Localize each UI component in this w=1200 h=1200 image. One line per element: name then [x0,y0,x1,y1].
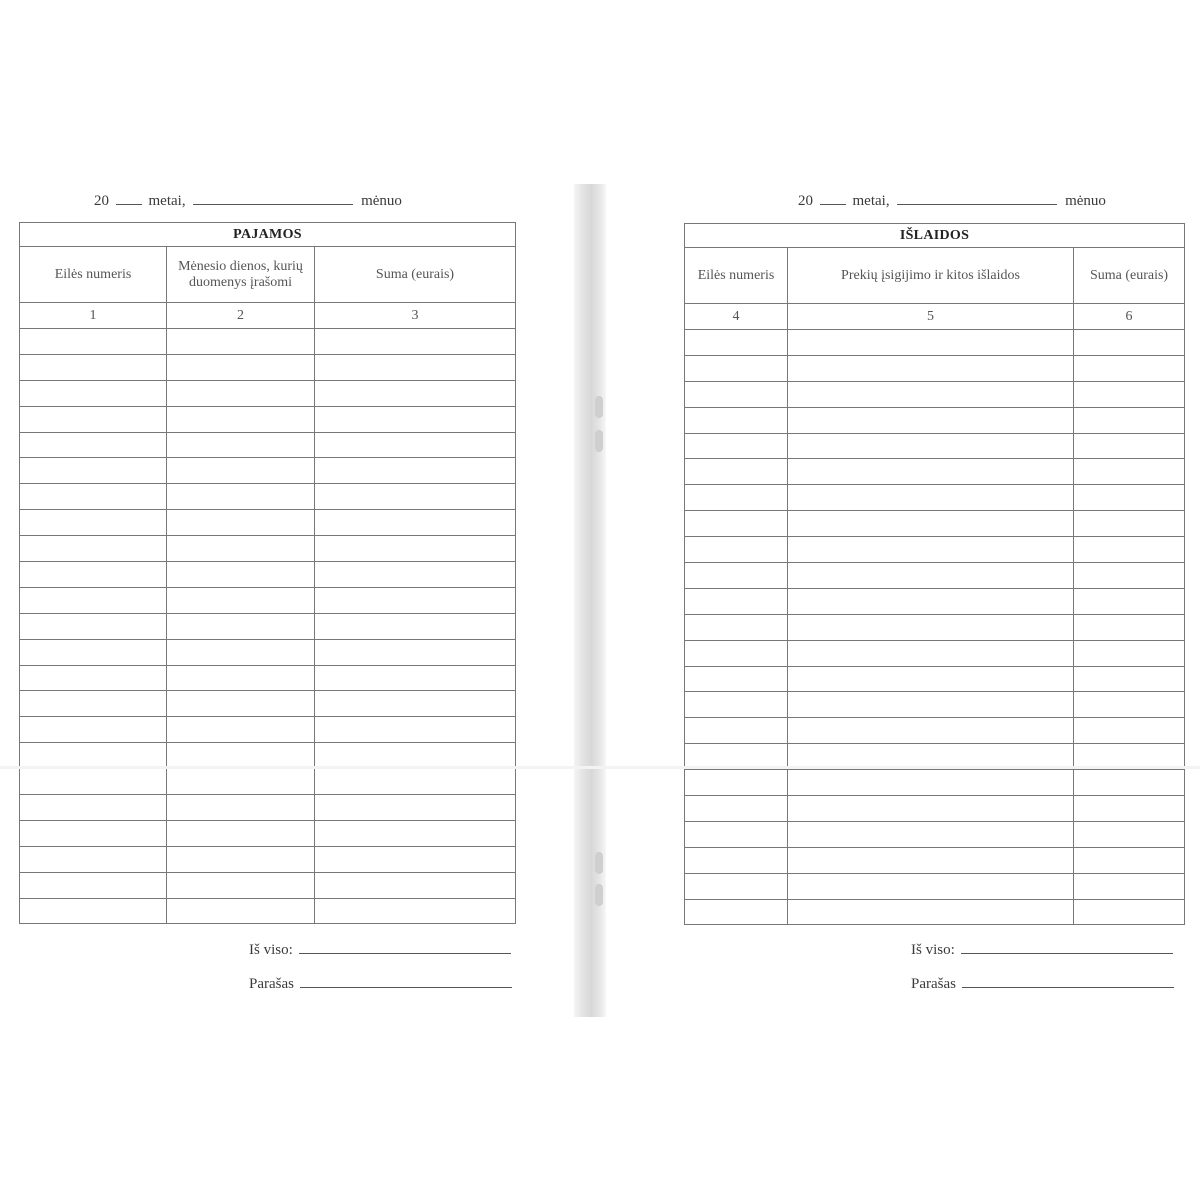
table-row [20,587,516,613]
right-signature-label: Parašas [911,976,956,992]
table-row [685,485,1185,511]
table-row [685,847,1185,873]
table-cell[interactable] [20,665,167,691]
table-cell[interactable] [685,821,788,847]
table-cell[interactable] [20,872,167,898]
table-cell[interactable] [1074,459,1185,485]
column-header-row-number: Eilės numeris [20,247,167,303]
table-cell[interactable] [788,588,1074,614]
table-cell[interactable] [685,666,788,692]
left-year-prefix: 20 [94,193,109,209]
table-cell[interactable] [788,770,1074,796]
table-row [685,537,1185,563]
table-row [20,613,516,639]
right-signature-blank[interactable] [962,974,1174,988]
left-month-blank[interactable] [193,191,353,205]
table-cell[interactable] [788,614,1074,640]
table-cell[interactable] [315,536,516,562]
table-row [685,640,1185,666]
table-cell[interactable] [788,511,1074,537]
table-cell[interactable] [788,459,1074,485]
column-number: 4 [685,304,788,330]
table-cell[interactable] [1074,433,1185,459]
expenses-table [684,223,1185,925]
column-number: 3 [315,303,516,329]
table-cell[interactable] [1074,796,1185,822]
table-cell[interactable] [788,407,1074,433]
table-cell[interactable] [20,769,167,795]
table-cell[interactable] [788,873,1074,899]
table-row [20,795,516,821]
table-cell[interactable] [167,536,315,562]
table-cell[interactable] [167,329,315,355]
table-cell[interactable] [315,354,516,380]
column-number: 5 [788,304,1074,330]
left-total-label: Iš viso: [249,942,293,958]
table-cell[interactable] [1074,537,1185,563]
table-cell[interactable] [167,717,315,743]
table-row [685,407,1185,433]
table-cell[interactable] [20,329,167,355]
table-cell[interactable] [685,640,788,666]
right-year-suffix: metai, [852,193,890,209]
table-cell[interactable] [685,692,788,718]
table-cell[interactable] [315,898,516,924]
table-row [685,459,1185,485]
table-cell[interactable] [167,639,315,665]
table-cell[interactable] [315,846,516,872]
table-cell[interactable] [315,562,516,588]
table-cell[interactable] [315,665,516,691]
table-cell[interactable] [315,639,516,665]
table-row [685,692,1185,718]
table-row [685,381,1185,407]
right-page [606,0,1200,1200]
table-cell[interactable] [788,381,1074,407]
income-table-title-row [20,223,516,247]
table-cell[interactable] [167,898,315,924]
column-header-month-days: Mėnesio dienos, kurių duomenys įrašomi [167,247,315,303]
table-cell[interactable] [315,587,516,613]
expenses-table-title: IŠLAIDOS [685,224,1185,248]
table-row [685,718,1185,744]
income-header-row [20,247,516,303]
table-cell[interactable] [167,432,315,458]
table-row [685,433,1185,459]
table-row [685,511,1185,537]
table-cell[interactable] [788,796,1074,822]
table-row [20,510,516,536]
table-cell[interactable] [20,691,167,717]
table-row [685,588,1185,614]
table-cell[interactable] [1074,873,1185,899]
table-cell[interactable] [20,795,167,821]
book-gutter [574,184,606,1017]
table-row [20,484,516,510]
table-cell[interactable] [315,872,516,898]
right-total-label: Iš viso: [911,942,955,958]
column-number: 6 [1074,304,1185,330]
table-cell[interactable] [167,354,315,380]
table-cell[interactable] [685,563,788,589]
table-cell[interactable] [20,562,167,588]
table-cell[interactable] [20,820,167,846]
expenses-header-row [685,248,1185,304]
table-cell[interactable] [788,433,1074,459]
table-cell[interactable] [685,485,788,511]
table-row [685,330,1185,356]
table-cell[interactable] [685,511,788,537]
table-cell[interactable] [20,380,167,406]
table-row [20,329,516,355]
table-cell[interactable] [685,355,788,381]
table-cell[interactable] [167,484,315,510]
table-cell[interactable] [315,458,516,484]
table-row [685,873,1185,899]
table-cell[interactable] [20,639,167,665]
table-cell[interactable] [20,587,167,613]
table-cell[interactable] [20,432,167,458]
left-signature-blank[interactable] [300,974,512,988]
table-cell[interactable] [685,330,788,356]
table-cell[interactable] [788,485,1074,511]
table-row [685,563,1185,589]
table-cell[interactable] [315,510,516,536]
table-cell[interactable] [20,613,167,639]
right-month-suffix: mėnuo [1065,193,1106,209]
table-cell[interactable] [167,587,315,613]
table-row [20,898,516,924]
table-row [20,458,516,484]
table-row [685,899,1185,925]
table-cell[interactable] [167,510,315,536]
table-cell[interactable] [1074,821,1185,847]
table-row [20,846,516,872]
table-cell[interactable] [1074,563,1185,589]
table-cell[interactable] [167,769,315,795]
table-cell[interactable] [315,406,516,432]
table-cell[interactable] [20,484,167,510]
table-cell[interactable] [1074,666,1185,692]
table-cell[interactable] [685,459,788,485]
column-number: 1 [20,303,167,329]
column-header-row-number: Eilės numeris [685,248,788,304]
table-cell[interactable] [167,691,315,717]
table-cell[interactable] [685,433,788,459]
table-cell[interactable] [685,381,788,407]
income-table-body [20,329,516,924]
binding-hole [595,884,603,906]
left-year-suffix: metai, [148,193,186,209]
table-row [685,614,1185,640]
left-month-suffix: mėnuo [361,193,402,209]
table-cell[interactable] [788,821,1074,847]
table-cell[interactable] [167,458,315,484]
binding-hole [595,396,603,418]
table-cell[interactable] [315,743,516,769]
table-cell[interactable] [788,899,1074,925]
left-total-blank[interactable] [299,940,511,954]
table-cell[interactable] [167,665,315,691]
table-cell[interactable] [685,847,788,873]
table-row [20,743,516,769]
page-fold-crease [0,766,1200,769]
table-row [20,820,516,846]
table-cell[interactable] [315,717,516,743]
table-cell[interactable] [20,743,167,769]
table-row [20,769,516,795]
left-signature-line [249,974,512,993]
table-cell[interactable] [788,330,1074,356]
table-cell[interactable] [20,458,167,484]
table-cell[interactable] [685,718,788,744]
right-total-line [911,940,1173,959]
table-cell[interactable] [315,484,516,510]
table-cell[interactable] [788,847,1074,873]
right-period-line [798,191,1106,210]
expenses-table-title-row [685,224,1185,248]
table-cell[interactable] [20,898,167,924]
left-period-line [94,191,402,210]
table-cell[interactable] [1074,770,1185,796]
table-cell[interactable] [685,899,788,925]
table-cell[interactable] [1074,692,1185,718]
table-row [20,717,516,743]
table-cell[interactable] [20,354,167,380]
table-cell[interactable] [1074,355,1185,381]
table-cell[interactable] [20,717,167,743]
table-cell[interactable] [1074,407,1185,433]
table-cell[interactable] [685,588,788,614]
income-table-title: PAJAMOS [20,223,516,247]
table-cell[interactable] [685,614,788,640]
table-cell[interactable] [1074,847,1185,873]
expenses-column-number-row [685,304,1185,330]
table-cell[interactable] [1074,381,1185,407]
table-cell[interactable] [1074,614,1185,640]
table-cell[interactable] [315,691,516,717]
table-cell[interactable] [788,563,1074,589]
column-number: 2 [167,303,315,329]
table-row [20,691,516,717]
table-cell[interactable] [167,743,315,769]
column-header-amount: Suma (eurais) [315,247,516,303]
table-cell[interactable] [1074,718,1185,744]
column-header-purchases: Prekių įsigijimo ir kitos išlaidos [788,248,1074,304]
table-row [685,355,1185,381]
table-cell[interactable] [167,846,315,872]
table-cell[interactable] [167,613,315,639]
table-row [20,872,516,898]
right-year-prefix: 20 [798,193,813,209]
table-cell[interactable] [685,796,788,822]
table-cell[interactable] [315,769,516,795]
table-cell[interactable] [167,562,315,588]
table-cell[interactable] [20,510,167,536]
table-cell[interactable] [315,613,516,639]
table-cell[interactable] [20,846,167,872]
income-column-number-row [20,303,516,329]
table-row [20,380,516,406]
table-cell[interactable] [1074,899,1185,925]
table-cell[interactable] [167,872,315,898]
column-header-amount: Suma (eurais) [1074,248,1185,304]
table-cell[interactable] [315,795,516,821]
table-row [20,665,516,691]
table-cell[interactable] [167,820,315,846]
table-cell[interactable] [167,380,315,406]
table-cell[interactable] [788,692,1074,718]
table-row [20,406,516,432]
left-year-blank[interactable] [116,191,142,205]
table-cell[interactable] [685,407,788,433]
table-row [685,796,1185,822]
table-cell[interactable] [315,432,516,458]
table-cell[interactable] [1074,330,1185,356]
income-table [19,222,516,924]
table-cell[interactable] [20,536,167,562]
binding-hole [595,852,603,874]
binding-hole [595,430,603,452]
table-cell[interactable] [315,380,516,406]
table-cell[interactable] [315,820,516,846]
table-row [685,666,1185,692]
table-cell[interactable] [1074,588,1185,614]
table-cell[interactable] [685,873,788,899]
left-signature-label: Parašas [249,976,294,992]
table-cell[interactable] [1074,485,1185,511]
table-cell[interactable] [788,666,1074,692]
expenses-table-body [685,330,1185,925]
table-cell[interactable] [1074,640,1185,666]
table-cell[interactable] [685,770,788,796]
right-signature-line [911,974,1174,993]
table-cell[interactable] [20,406,167,432]
table-cell[interactable] [315,329,516,355]
table-cell[interactable] [788,355,1074,381]
left-total-line [249,940,511,959]
table-row [20,562,516,588]
table-row [20,354,516,380]
table-cell[interactable] [788,537,1074,563]
table-row [20,639,516,665]
table-row [20,432,516,458]
right-year-blank[interactable] [820,191,846,205]
table-cell[interactable] [788,718,1074,744]
right-total-blank[interactable] [961,940,1173,954]
table-cell[interactable] [167,406,315,432]
table-cell[interactable] [685,537,788,563]
table-row [685,821,1185,847]
right-month-blank[interactable] [897,191,1057,205]
table-cell[interactable] [167,795,315,821]
table-row [685,770,1185,796]
table-row [20,536,516,562]
left-page [0,0,574,1200]
table-cell[interactable] [788,640,1074,666]
table-cell[interactable] [1074,511,1185,537]
